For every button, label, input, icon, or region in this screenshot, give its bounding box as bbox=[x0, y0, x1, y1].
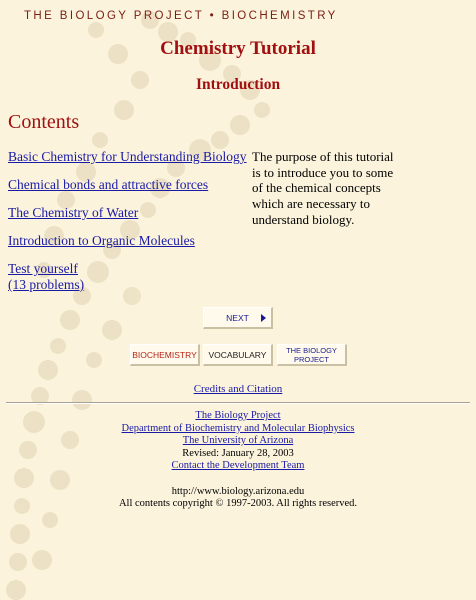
credits-link[interactable]: Credits and Citation bbox=[193, 383, 283, 395]
revised-date: Revised: January 28, 2003 bbox=[182, 447, 294, 459]
next-button[interactable] bbox=[203, 307, 273, 329]
footer-link-university[interactable]: The University of Arizona bbox=[182, 435, 294, 447]
biology-project-button-line2: PROJECT bbox=[293, 354, 329, 364]
arrow-right-icon bbox=[261, 314, 266, 322]
site-banner[interactable]: THE BIOLOGY PROJECT • BIOCHEMISTRY bbox=[24, 10, 338, 22]
toc-link-test-yourself-line2: (13 problems) bbox=[8, 277, 85, 292]
toc-link-test-yourself[interactable] bbox=[8, 261, 84, 293]
page-title: Chemistry Tutorial bbox=[160, 38, 316, 59]
divider bbox=[6, 402, 470, 404]
biology-project-button[interactable] bbox=[277, 344, 347, 366]
intro-paragraph: The purpose of this tutorial is to introduce you to some of the chemical concepts which are necessary to understand biology. bbox=[252, 149, 394, 227]
biology-project-button-line1: THE BIOLOGY bbox=[286, 345, 337, 355]
site-url: http://www.biology.arizona.edu bbox=[171, 485, 305, 497]
footer-link-department[interactable]: Department of Biochemistry and Molecular Biophysics bbox=[121, 422, 355, 434]
footer bbox=[0, 410, 476, 511]
toc-link-test-yourself-line1: Test yourself bbox=[8, 261, 78, 276]
toc-link-organic-molecules[interactable]: Introduction to Organic Molecules bbox=[8, 233, 195, 248]
toc-link-chemical-bonds[interactable]: Chemical bonds and attractive forces bbox=[8, 177, 209, 192]
toc-link-chemistry-of-water[interactable]: The Chemistry of Water bbox=[8, 205, 139, 220]
footer-link-contact[interactable]: Contact the Development Team bbox=[171, 460, 305, 472]
biochemistry-button[interactable]: BIOCHEMISTRY bbox=[130, 344, 200, 366]
toc-link-basic-chemistry[interactable]: Basic Chemistry for Understanding Biology bbox=[8, 149, 247, 164]
vocabulary-button[interactable]: VOCABULARY bbox=[203, 344, 273, 366]
next-button-label: NEXT bbox=[226, 312, 249, 323]
footer-link-biology-project[interactable]: The Biology Project bbox=[195, 410, 281, 421]
copyright-notice: All contents copyright © 1997-2003. All rights reserved. bbox=[118, 498, 358, 510]
page-subtitle: Introduction bbox=[195, 76, 281, 93]
contents-heading: Contents bbox=[8, 111, 80, 133]
